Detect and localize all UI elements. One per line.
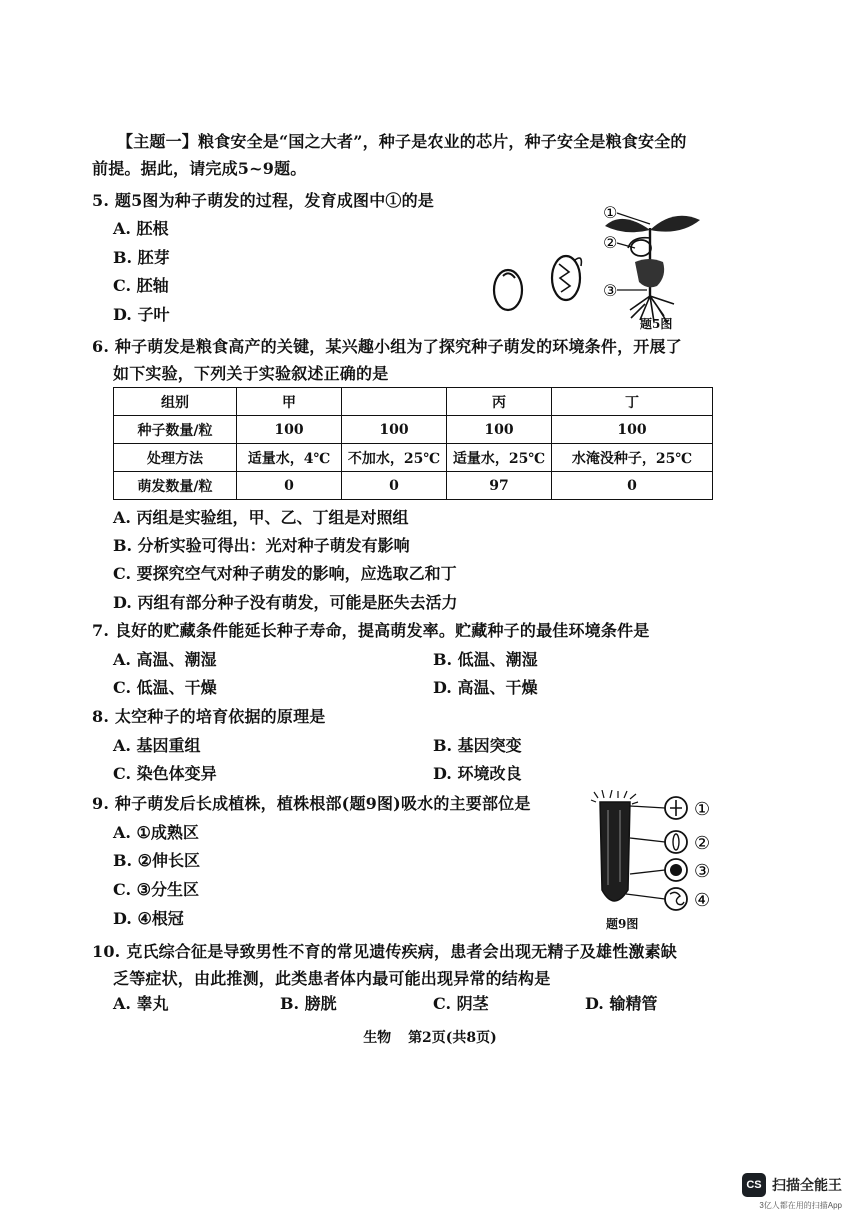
question-5-option-c[interactable]: C. 胚轴 (113, 276, 169, 295)
seed-germination-figure (485, 200, 715, 330)
experiment-table (113, 387, 713, 500)
figure-5-caption: 题5图 (640, 317, 673, 331)
seed-icon (494, 270, 522, 310)
question-7-option-d[interactable]: D. 高温、干燥 (433, 678, 538, 697)
table-cell: 萌发数量/粒 (114, 472, 237, 500)
figure-9-label-4: ④ (694, 890, 711, 911)
table-cell: 处理方法 (114, 444, 237, 472)
question-9-option-d[interactable]: D. ④根冠 (113, 909, 184, 928)
question-5-option-a[interactable]: A. 胚根 (113, 219, 169, 238)
root-cap-cell-icon (665, 888, 687, 910)
table-header-cell: 丙 (447, 388, 552, 416)
table-header-cell: 甲 (237, 388, 342, 416)
table-row (114, 472, 713, 500)
theme-intro-line-1: 【主题一】粮食安全是“国之大者”，种子是农业的芯片，种子安全是粮食安全的 (117, 132, 687, 151)
seed-hilum-icon (503, 273, 515, 278)
question-10-option-a[interactable]: A. 睾丸 (113, 994, 169, 1013)
question-6-option-c[interactable]: C. 要探究空气对种子萌发的影响，应选取乙和丁 (113, 564, 457, 583)
page-footer (0, 1027, 860, 1047)
question-10-stem-line-1: 10. 克氏综合征是导致男性不育的常见遗传疾病，患者会出现无精子及雄性激素缺 (92, 942, 678, 961)
figure-label-1: ① (603, 203, 618, 222)
table-row (114, 416, 713, 444)
table-header-row (114, 388, 713, 416)
table-cell: 100 (342, 416, 447, 444)
table-cell: 100 (552, 416, 713, 444)
table-row (114, 444, 713, 472)
question-6-stem-line-1: 6. 种子萌发是粮食高产的关键，某兴趣小组为了探究种子萌发的环境条件，开展了 (92, 337, 682, 356)
question-10-option-c[interactable]: C. 阴茎 (433, 994, 489, 1013)
table-cell: 0 (237, 472, 342, 500)
footer-page-number: 第2页(共8页) (408, 1030, 497, 1046)
table-cell: 100 (447, 416, 552, 444)
leaf-icon (650, 216, 700, 232)
table-cell: 100 (237, 416, 342, 444)
question-9-option-c[interactable]: C. ③分生区 (113, 880, 199, 899)
table-cell: 种子数量/粒 (114, 416, 237, 444)
question-7-stem: 7. 良好的贮藏条件能延长种子寿命，提高萌发率。贮藏种子的最佳环境条件是 (92, 621, 650, 640)
question-5-option-b[interactable]: B. 胚芽 (113, 248, 170, 267)
sprouting-seed-icon (552, 256, 580, 300)
scanner-logo-icon: CS (742, 1173, 766, 1197)
table-cell: 0 (552, 472, 713, 500)
question-7-option-a[interactable]: A. 高温、潮湿 (113, 650, 217, 669)
question-6-option-d[interactable]: D. 丙组有部分种子没有萌发，可能是胚失去活力 (113, 593, 458, 612)
question-9-stem: 9. 种子萌发后长成植株，植株根部(题9图)吸水的主要部位是 (92, 794, 531, 813)
footer-subject: 生物 (363, 1030, 392, 1046)
question-8-option-a[interactable]: A. 基因重组 (113, 736, 201, 755)
theme-intro-line-2: 前提。据此，请完成5~9题。 (92, 159, 307, 178)
scanner-brand-name: 扫描全能王 (772, 1177, 842, 1193)
question-8-stem: 8. 太空种子的培育依据的原理是 (92, 707, 326, 726)
table-cell: 97 (447, 472, 552, 500)
question-6-option-a[interactable]: A. 丙组是实验组，甲、乙、丁组是对照组 (113, 508, 409, 527)
seed-coat-icon (635, 259, 664, 287)
question-5-stem: 5. 题5图为种子萌发的过程，发育成图中①的是 (92, 191, 435, 210)
question-9-option-b[interactable]: B. ②伸长区 (113, 851, 201, 870)
question-10-stem-line-2: 乏等症状，由此推测，此类患者体内最可能出现异常的结构是 (113, 969, 551, 988)
table-cell: 不加水，25℃ (342, 444, 447, 472)
question-9-option-a[interactable]: A. ①成熟区 (113, 823, 199, 842)
figure-9-caption: 题9图 (606, 917, 639, 931)
question-8-option-c[interactable]: C. 染色体变异 (113, 764, 217, 783)
root-tip-figure (590, 790, 725, 915)
question-10-option-d[interactable]: D. 输精管 (585, 994, 658, 1013)
table-cell: 适量水，25℃ (447, 444, 552, 472)
table-header-cell (342, 388, 447, 416)
figure-9-label-2: ② (694, 833, 711, 854)
table-header-cell: 组别 (114, 388, 237, 416)
root-tip-icon (600, 802, 630, 901)
figure-9-label-1: ① (694, 799, 711, 820)
question-7-option-c[interactable]: C. 低温、干燥 (113, 678, 217, 697)
question-6-stem-line-2: 如下实验，下列关于实验叙述正确的是 (113, 364, 389, 383)
question-8-option-d[interactable]: D. 环境改良 (433, 764, 522, 783)
question-6-option-b[interactable]: B. 分析实验可得出：光对种子萌发有影响 (113, 536, 410, 555)
table-cell: 0 (342, 472, 447, 500)
table-header-cell: 丁 (552, 388, 713, 416)
question-8-option-b[interactable]: B. 基因突变 (433, 736, 522, 755)
figure-label-2: ② (603, 233, 618, 252)
question-7-option-b[interactable]: B. 低温、潮湿 (433, 650, 538, 669)
scanner-watermark (742, 1173, 842, 1197)
figure-label-3: ③ (603, 281, 618, 300)
question-5-option-d[interactable]: D. 子叶 (113, 305, 170, 324)
question-10-option-b[interactable]: B. 膀胱 (280, 994, 337, 1013)
table-cell: 适量水，4℃ (237, 444, 342, 472)
table-cell: 水淹没种子，25℃ (552, 444, 713, 472)
figure-9-label-3: ③ (694, 861, 711, 882)
scanner-tagline: 3亿人都在用的扫描App (759, 1201, 842, 1210)
